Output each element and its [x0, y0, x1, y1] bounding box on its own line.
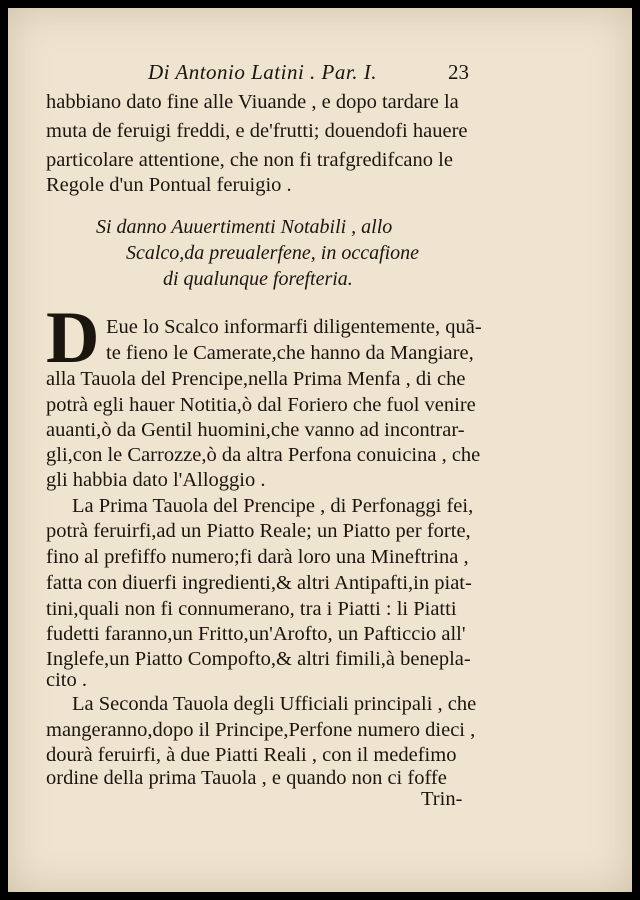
- text-line: alla Tauola del Prencipe,nella Prima Menfa , di che: [46, 368, 466, 390]
- text-line: Regole d'un Pontual feruigio .: [46, 174, 292, 196]
- running-head-title: Di Antonio Latini . Par. I.: [148, 60, 377, 84]
- page-number: 23: [448, 60, 469, 84]
- text-line: Inglefe,un Piatto Compofto,& altri fimili,à benepla-: [46, 648, 471, 670]
- text-line: fudetti faranno,un Fritto,un'Arofto, un Pafticcio all': [46, 623, 466, 645]
- text-line: dourà feruirfi, à due Piatti Reali , con il medefimo: [46, 744, 457, 766]
- text-line: gli habbia dato l'Alloggio .: [46, 469, 266, 491]
- text-line: potrà egli hauer Notitia,ò dal Foriero che fuol venire: [46, 394, 476, 416]
- page-frame: [8, 8, 632, 892]
- text-line: mangeranno,dopo il Principe,Perfone numero dieci ,: [46, 719, 476, 741]
- section-heading-line: Scalco,da preualerfene, in occafione: [126, 242, 420, 264]
- book-page: [8, 8, 632, 892]
- text-line: tini,quali non fi connumerano, tra i Piatti : li Piatti: [46, 598, 457, 620]
- text-line: ordine della prima Tauola , e quando non ci foffe: [46, 767, 447, 789]
- text-line: Eue lo Scalco informarfi diligentemente, quã-: [106, 316, 482, 338]
- text-line: gli,con le Carrozze,ò da altra Perfona conuicina , che: [46, 444, 481, 466]
- text-line: te fieno le Camerate,che hanno da Mangiare,: [106, 342, 474, 364]
- text-line: muta de feruigi freddi, e de'frutti; douendofi hauere: [46, 120, 468, 142]
- section-heading-line: Si danno Auuertimenti Notabili , allo: [96, 216, 393, 238]
- drop-cap-letter: D: [46, 297, 100, 379]
- section-heading-line: di qualunque forefteria.: [163, 268, 353, 290]
- text-line: La Seconda Tauola degli Ufficiali principali , che: [72, 693, 477, 715]
- catchword: Trin-: [421, 788, 463, 810]
- text-line: auanti,ò da Gentil huomini,che vanno ad incontrar-: [46, 419, 465, 441]
- text-line: fino al prefiffo numero;fi darà loro una Mineftrina ,: [46, 546, 469, 568]
- text-line: potrà feruirfi,ad un Piatto Reale; un Piatto per forte,: [46, 520, 471, 542]
- text-line: fatta con diuerfi ingredienti,& altri Antipafti,in piat-: [46, 572, 472, 594]
- text-line: cito .: [46, 669, 87, 691]
- text-line: habbiano dato fine alle Viuande , e dopo tardare la: [46, 91, 459, 113]
- text-line: La Prima Tauola del Prencipe , di Perfonaggi fei,: [72, 495, 474, 517]
- text-line: particolare attentione, che non fi trafgredifcano le: [46, 149, 453, 171]
